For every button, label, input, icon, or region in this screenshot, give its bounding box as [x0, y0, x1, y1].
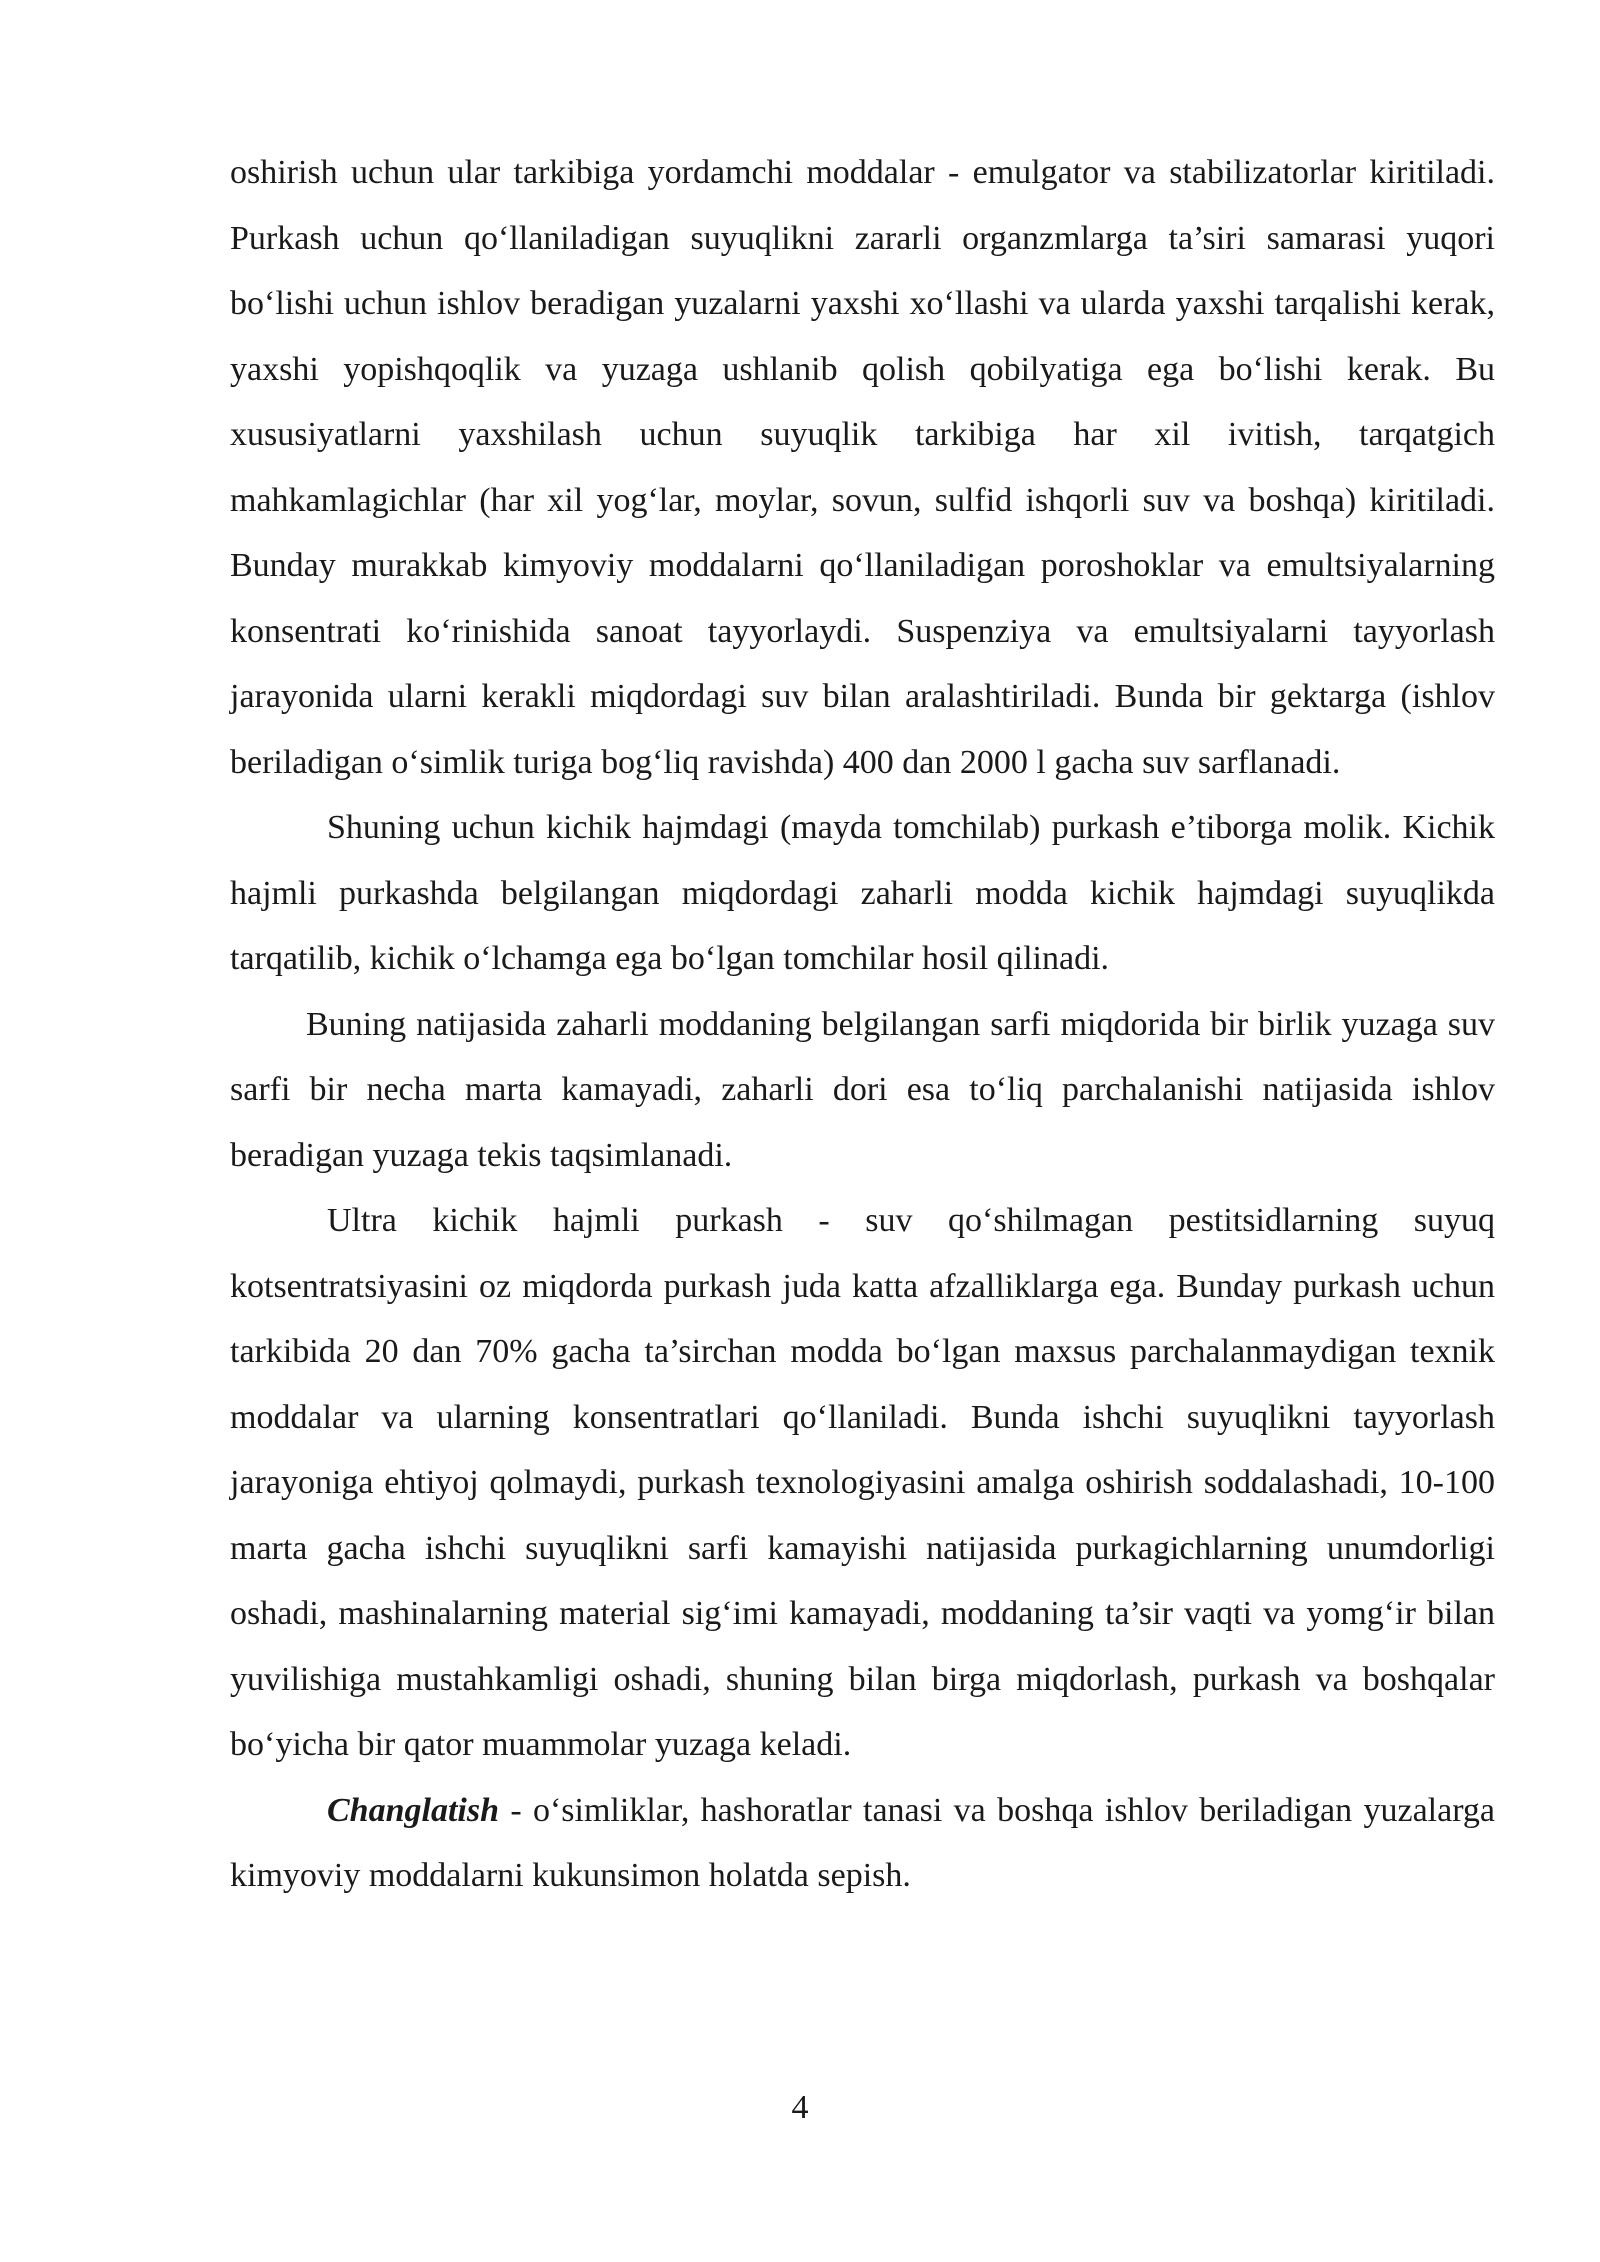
paragraph-5-definition: - o‘simliklar, hashoratlar tanasi va boshqa ishlov beriladigan yuzalarga kimyoviy moddalarni kukunsimon holatda sepish.: [230, 1791, 1495, 1894]
paragraph-4: Ultra kichik hajmli purkash - suv qo‘shilmagan pestitsidlarning suyuq kotsentratsiyasini oz miqdorda purkash juda katta afzalliklarga ega. Bunday purkash uchun tarkibida 20 dan 70% gacha ta’sirchan modda bo‘lgan maxsus parchalanmaydigan texnik moddalar va ularning konsentratlari qo‘llaniladi. Bunda ishchi suyuqlikni tayyorlash jarayoniga ehtiyoj qolmaydi, purkash texnologiyasini amalga oshirish soddalashadi, 10-100 marta gacha ishchi suyuqlikni sarfi kamayishi natijasida purkagichlarning unumdorligi oshadi, mashinalarning material sig‘imi kamayadi, moddaning ta’sir vaqti va yomg‘ir bilan yuvilishiga mustahkamligi oshadi, shuning bilan birga miqdorlash, purkash va boshqalar bo‘yicha bir qator muammolar yuzaga keladi.: [230, 1202, 1495, 1763]
paragraph-1: oshirish uchun ular tarkibiga yordamchi moddalar - emulgator va stabilizatorlar kiritiladi. Purkash uchun qo‘llaniladigan suyuqlikni zararli organzmlarga ta’siri samarasi yuqori bo‘lishi uchun ishlov beradigan yuzalarni yaxshi xo‘llashi va ularda yaxshi tarqalishi kerak, yaxshi yopishqoqlik va yuzaga ushlanib qolish qobilyatiga ega bo‘lishi kerak. Bu xususiyatlarni yaxshilash uchun suyuqlik tarkibiga har xil ivitish, tarqatgich mahkamlagichlar (har xil yog‘lar, moylar, sovun, sulfid ishqorli suv va boshqa) kiritiladi. Bunday murakkab kimyoviy moddalarni qo‘llaniladigan poroshoklar va emultsiyalarning konsentrati ko‘rinishida sanoat tayyorlaydi. Suspenziya va emultsiyalarni tayyorlash jarayonida ularni kerakli miqdordagi suv bilan aralashtiriladi. Bunda bir gektarga (ishlov beriladigan o‘simlik turiga bog‘liq ravishda) 400 dan 2000 l gacha suv sarflanadi.: [230, 154, 1495, 781]
term-changlatish: Changlatish: [327, 1791, 499, 1829]
document-body: [230, 140, 1495, 1909]
paragraph-5: [230, 1778, 1495, 1909]
paragraph-3: Buning natijasida zaharli moddaning belgilangan sarfi miqdorida bir birlik yuzaga suv sarfi bir necha marta kamayadi, zaharli dori esa to‘liq parchalanishi natijasida ishlov beradigan yuzaga tekis taqsimlanadi.: [230, 1005, 1495, 1174]
paragraph-2: Shuning uchun kichik hajmdagi (mayda tomchilab) purkash e’tiborga molik. Kichik hajmli purkashda belgilangan miqdordagi zaharli modda kichik hajmdagi suyuqlikda tarqatilib, kichik o‘lchamga ega bo‘lgan tomchilar hosil qilinadi.: [230, 809, 1495, 977]
page-number: 4: [791, 2089, 809, 2126]
